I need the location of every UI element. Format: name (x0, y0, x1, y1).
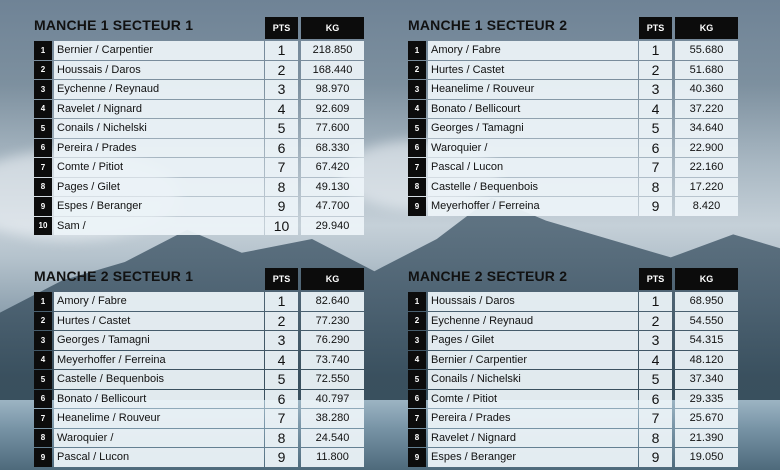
rank-cell: 1 (408, 41, 426, 60)
rank-cell: 9 (408, 197, 426, 216)
points-cell: 1 (639, 292, 672, 311)
points-cell: 5 (265, 119, 298, 138)
table-row (408, 429, 738, 449)
table-title: MANCHE 2 SECTEUR 1 (34, 268, 194, 284)
team-name-cell: Georges / Tamagni (54, 331, 264, 350)
points-cell: 5 (639, 119, 672, 138)
rank-cell: 1 (34, 41, 52, 60)
weight-kg-cell: 37.220 (675, 100, 738, 119)
team-name-cell: Heanelime / Rouveur (54, 409, 264, 428)
team-name-cell: Conails / Nichelski (54, 119, 264, 138)
weight-kg-cell: 67.420 (301, 158, 364, 177)
team-name-cell: Amory / Fabre (54, 292, 264, 311)
table-row (408, 409, 738, 429)
points-cell: 2 (639, 312, 672, 331)
rank-cell: 5 (34, 370, 52, 389)
weight-kg-cell: 48.120 (675, 351, 738, 370)
weight-kg-cell: 38.280 (301, 409, 364, 428)
team-name-cell: Houssais / Daros (428, 292, 638, 311)
rank-cell: 8 (408, 429, 426, 448)
team-name-cell: Meyerhoffer / Ferreina (428, 197, 638, 216)
rank-cell: 7 (408, 158, 426, 177)
points-cell: 6 (265, 390, 298, 409)
table-row (408, 331, 738, 351)
rank-cell: 2 (34, 312, 52, 331)
weight-kg-cell: 47.700 (301, 197, 364, 216)
team-name-cell: Houssais / Daros (54, 61, 264, 80)
rank-cell: 9 (34, 197, 52, 216)
team-name-cell: Sam / (54, 217, 264, 236)
points-cell: 3 (265, 331, 298, 350)
team-name-cell: Castelle / Bequenbois (428, 178, 638, 197)
rank-cell: 4 (34, 100, 52, 119)
rank-cell: 3 (34, 80, 52, 99)
table-body (408, 292, 738, 468)
rank-cell: 3 (34, 331, 52, 350)
table-row (34, 331, 364, 351)
weight-kg-cell: 22.160 (675, 158, 738, 177)
rank-cell: 8 (34, 178, 52, 197)
team-name-cell: Bonato / Bellicourt (54, 390, 264, 409)
team-name-cell: Conails / Nichelski (428, 370, 638, 389)
weight-kg-cell: 54.315 (675, 331, 738, 350)
table-row (408, 158, 738, 178)
table-row (34, 178, 364, 198)
table-row (408, 312, 738, 332)
points-cell: 5 (639, 370, 672, 389)
table-row (408, 390, 738, 410)
table-row (34, 119, 364, 139)
table-row (34, 390, 364, 410)
points-cell: 6 (265, 139, 298, 158)
points-cell: 1 (265, 292, 298, 311)
table-row (34, 61, 364, 81)
rank-cell: 8 (408, 178, 426, 197)
table-body (34, 41, 364, 236)
team-name-cell: Bernier / Carpentier (54, 41, 264, 60)
table-row (34, 80, 364, 100)
weight-kg-cell: 25.670 (675, 409, 738, 428)
team-name-cell: Hurtes / Castet (428, 61, 638, 80)
table-row (34, 139, 364, 159)
team-name-cell: Pascal / Lucon (428, 158, 638, 177)
rank-cell: 6 (34, 139, 52, 158)
points-cell: 9 (265, 448, 298, 467)
rank-cell: 9 (34, 448, 52, 467)
team-name-cell: Pages / Gilet (54, 178, 264, 197)
points-cell: 4 (639, 100, 672, 119)
column-header-pts: PTS (265, 17, 298, 39)
points-cell: 10 (265, 217, 298, 236)
table-row (34, 351, 364, 371)
team-name-cell: Ravelet / Nignard (54, 100, 264, 119)
table-title: MANCHE 2 SECTEUR 2 (408, 268, 568, 284)
rank-cell: 3 (408, 331, 426, 350)
weight-kg-cell: 72.550 (301, 370, 364, 389)
rank-cell: 7 (408, 409, 426, 428)
team-name-cell: Ravelet / Nignard (428, 429, 638, 448)
points-cell: 9 (639, 448, 672, 467)
weight-kg-cell: 68.330 (301, 139, 364, 158)
points-cell: 7 (265, 158, 298, 177)
team-name-cell: Heanelime / Rouveur (428, 80, 638, 99)
weight-kg-cell: 21.390 (675, 429, 738, 448)
points-cell: 8 (639, 429, 672, 448)
team-name-cell: Pages / Gilet (428, 331, 638, 350)
weight-kg-cell: 92.609 (301, 100, 364, 119)
table-row (408, 178, 738, 198)
team-name-cell: Comte / Pitiot (428, 390, 638, 409)
table-row (408, 370, 738, 390)
weight-kg-cell: 218.850 (301, 41, 364, 60)
rank-cell: 9 (408, 448, 426, 467)
rank-cell: 4 (408, 351, 426, 370)
team-name-cell: Pascal / Lucon (54, 448, 264, 467)
table-row (408, 351, 738, 371)
table-row (34, 448, 364, 468)
weight-kg-cell: 40.360 (675, 80, 738, 99)
points-cell: 4 (265, 351, 298, 370)
rank-cell: 2 (408, 312, 426, 331)
team-name-cell: Pereira / Prades (428, 409, 638, 428)
weight-kg-cell: 98.970 (301, 80, 364, 99)
weight-kg-cell: 24.540 (301, 429, 364, 448)
points-cell: 8 (639, 178, 672, 197)
table-title: MANCHE 1 SECTEUR 1 (34, 17, 194, 33)
rank-cell: 5 (408, 119, 426, 138)
weight-kg-cell: 22.900 (675, 139, 738, 158)
table-row (34, 100, 364, 120)
rank-cell: 2 (408, 61, 426, 80)
weight-kg-cell: 54.550 (675, 312, 738, 331)
weight-kg-cell: 77.600 (301, 119, 364, 138)
table-row (34, 41, 364, 61)
points-cell: 2 (265, 312, 298, 331)
points-cell: 2 (639, 61, 672, 80)
rank-cell: 10 (34, 217, 52, 236)
points-cell: 4 (639, 351, 672, 370)
weight-kg-cell: 29.335 (675, 390, 738, 409)
team-name-cell: Waroquier / (54, 429, 264, 448)
weight-kg-cell: 17.220 (675, 178, 738, 197)
column-header-kg: KG (301, 268, 364, 290)
weight-kg-cell: 8.420 (675, 197, 738, 216)
weight-kg-cell: 68.950 (675, 292, 738, 311)
team-name-cell: Eychenne / Reynaud (54, 80, 264, 99)
points-cell: 6 (639, 390, 672, 409)
points-cell: 3 (639, 331, 672, 350)
weight-kg-cell: 37.340 (675, 370, 738, 389)
weight-kg-cell: 82.640 (301, 292, 364, 311)
points-cell: 5 (265, 370, 298, 389)
team-name-cell: Espes / Beranger (54, 197, 264, 216)
team-name-cell: Amory / Fabre (428, 41, 638, 60)
weight-kg-cell: 168.440 (301, 61, 364, 80)
column-header-pts: PTS (639, 17, 672, 39)
table-row (408, 41, 738, 61)
points-cell: 7 (639, 158, 672, 177)
weight-kg-cell: 40.797 (301, 390, 364, 409)
rank-cell: 6 (34, 390, 52, 409)
table-row (34, 158, 364, 178)
table-body (408, 41, 738, 217)
team-name-cell: Espes / Beranger (428, 448, 638, 467)
column-header-pts: PTS (639, 268, 672, 290)
rank-cell: 3 (408, 80, 426, 99)
weight-kg-cell: 76.290 (301, 331, 364, 350)
weight-kg-cell: 19.050 (675, 448, 738, 467)
rank-cell: 1 (408, 292, 426, 311)
team-name-cell: Eychenne / Reynaud (428, 312, 638, 331)
points-cell: 7 (265, 409, 298, 428)
table-row (408, 100, 738, 120)
team-name-cell: Comte / Pitiot (54, 158, 264, 177)
points-cell: 3 (265, 80, 298, 99)
weight-kg-cell: 34.640 (675, 119, 738, 138)
rank-cell: 5 (408, 370, 426, 389)
table-row (408, 292, 738, 312)
table-row (34, 370, 364, 390)
team-name-cell: Bonato / Bellicourt (428, 100, 638, 119)
team-name-cell: Castelle / Bequenbois (54, 370, 264, 389)
table-row (408, 139, 738, 159)
points-cell: 8 (265, 178, 298, 197)
points-cell: 3 (639, 80, 672, 99)
rank-cell: 6 (408, 390, 426, 409)
rank-cell: 5 (34, 119, 52, 138)
points-cell: 1 (265, 41, 298, 60)
team-name-cell: Georges / Tamagni (428, 119, 638, 138)
points-cell: 6 (639, 139, 672, 158)
points-cell: 9 (639, 197, 672, 216)
table-row (408, 197, 738, 217)
points-cell: 1 (639, 41, 672, 60)
column-header-pts: PTS (265, 268, 298, 290)
rank-cell: 7 (34, 158, 52, 177)
table-row (34, 292, 364, 312)
rank-cell: 4 (34, 351, 52, 370)
weight-kg-cell: 51.680 (675, 61, 738, 80)
weight-kg-cell: 77.230 (301, 312, 364, 331)
rank-cell: 4 (408, 100, 426, 119)
rank-cell: 7 (34, 409, 52, 428)
team-name-cell: Bernier / Carpentier (428, 351, 638, 370)
weight-kg-cell: 29.940 (301, 217, 364, 236)
team-name-cell: Pereira / Prades (54, 139, 264, 158)
weight-kg-cell: 55.680 (675, 41, 738, 60)
team-name-cell: Meyerhoffer / Ferreina (54, 351, 264, 370)
rank-cell: 2 (34, 61, 52, 80)
table-row (408, 61, 738, 81)
table-row (408, 119, 738, 139)
column-header-kg: KG (675, 268, 738, 290)
table-row (408, 80, 738, 100)
table-row (34, 312, 364, 332)
team-name-cell: Waroquier / (428, 139, 638, 158)
rank-cell: 1 (34, 292, 52, 311)
table-row (34, 197, 364, 217)
table-row (34, 409, 364, 429)
weight-kg-cell: 11.800 (301, 448, 364, 467)
table-title: MANCHE 1 SECTEUR 2 (408, 17, 568, 33)
points-cell: 8 (265, 429, 298, 448)
column-header-kg: KG (301, 17, 364, 39)
rank-cell: 8 (34, 429, 52, 448)
points-cell: 2 (265, 61, 298, 80)
team-name-cell: Hurtes / Castet (54, 312, 264, 331)
table-row (408, 448, 738, 468)
points-cell: 9 (265, 197, 298, 216)
table-row (34, 429, 364, 449)
points-cell: 7 (639, 409, 672, 428)
column-header-kg: KG (675, 17, 738, 39)
table-row (34, 217, 364, 237)
weight-kg-cell: 49.130 (301, 178, 364, 197)
points-cell: 4 (265, 100, 298, 119)
weight-kg-cell: 73.740 (301, 351, 364, 370)
table-body (34, 292, 364, 468)
rank-cell: 6 (408, 139, 426, 158)
